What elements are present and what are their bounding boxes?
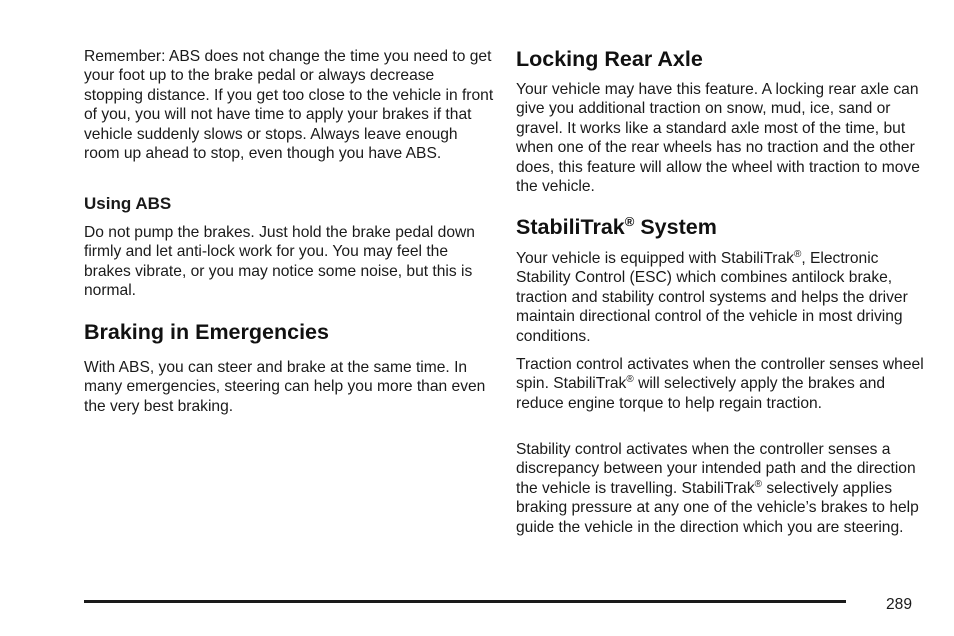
stabilitrak-heading: StabiliTrak® System bbox=[516, 213, 717, 239]
locking-rear-axle-heading: Locking Rear Axle bbox=[516, 47, 703, 71]
braking-emergencies-heading: Braking in Emergencies bbox=[84, 320, 329, 344]
using-abs-paragraph: Do not pump the brakes. Just hold the brake pedal down firmly and let anti-lock work for you. You may feel the brakes vibrate, or you may notice some noise, but this is normal. bbox=[84, 224, 475, 300]
stabilitrak-paragraph-1: Your vehicle is equipped with StabiliTrak®, Electronic Stability Control (ESC) which combines antilock brake, traction and stability control systems and helps the driver maintain directional control of the vehicle in most driving conditions. bbox=[516, 248, 908, 345]
footer-rule bbox=[84, 600, 846, 603]
braking-emergencies-paragraph: With ABS, you can steer and brake at the same time. In many emergencies, steering can help you more than even the very best braking. bbox=[84, 359, 486, 415]
locking-rear-axle-paragraph: Your vehicle may have this feature. A locking rear axle can give you additional traction on snow, mud, ice, sand or gravel. It works like a standard axle most of the time, but when one of the rear wheels has no traction and the other does, this feature will allow the wheel with traction to move the vehicle. bbox=[516, 81, 920, 196]
abs-reminder-paragraph: Remember: ABS does not change the time you need to get your foot up to the brake pedal or always decrease stopping distance. If you get too close to the vehicle in front of you, you will not have time to apply your brakes if that vehicle suddenly slows or stops. Always leave enough room up ahead to stop, even though you have ABS. bbox=[84, 48, 494, 163]
using-abs-heading: Using ABS bbox=[84, 194, 172, 213]
traction-control-paragraph: Traction control activates when the controller senses wheel spin. StabiliTrak® will selectively apply the brakes and reduce engine torque to help regain traction. bbox=[516, 356, 924, 412]
stability-control-paragraph: Stability control activates when the controller senses a discrepancy between your intended path and the direction the vehicle is travelling. StabiliTrak® selectively applies braking pressure at any one of the vehicle’s brakes to help guide the vehicle in the direction which you are steering. bbox=[516, 441, 919, 536]
page-number: 289 bbox=[886, 596, 913, 613]
registered-mark: ® bbox=[624, 213, 635, 229]
